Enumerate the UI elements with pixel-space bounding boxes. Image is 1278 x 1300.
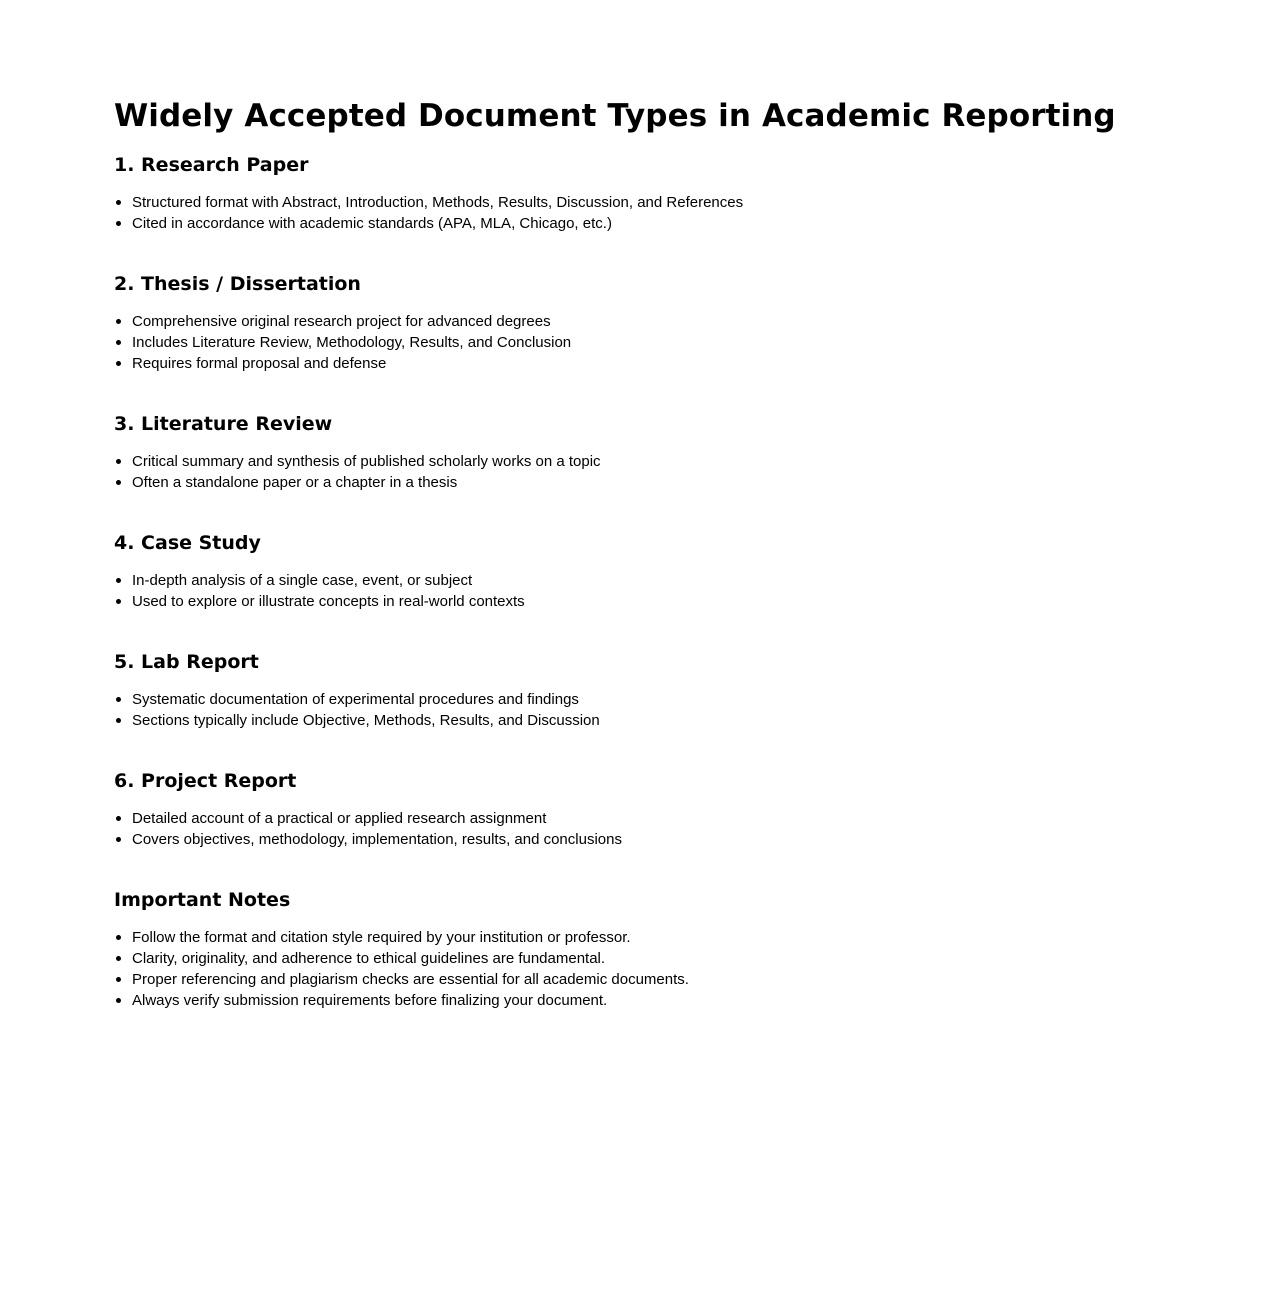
list-item: Structured format with Abstract, Introduction, Methods, Results, Discussion, and References bbox=[132, 192, 1214, 213]
list-item: Requires formal proposal and defense bbox=[132, 353, 1214, 374]
section-heading: 4. Case Study bbox=[114, 532, 261, 554]
list-item: Clarity, originality, and adherence to ethical guidelines are fundamental. bbox=[132, 948, 1214, 969]
section-heading: 5. Lab Report bbox=[114, 651, 259, 673]
section-heading: 6. Project Report bbox=[114, 770, 297, 792]
section-heading: Important Notes bbox=[114, 889, 291, 911]
list-item: Covers objectives, methodology, implementation, results, and conclusions bbox=[132, 829, 1214, 850]
section-research-paper bbox=[114, 152, 1214, 234]
section-thesis-dissertation bbox=[114, 271, 1214, 374]
list-item: Used to explore or illustrate concepts in real-world contexts bbox=[132, 591, 1214, 612]
list-item: Comprehensive original research project for advanced degrees bbox=[132, 311, 1214, 332]
list-item: Follow the format and citation style required by your institution or professor. bbox=[132, 927, 1214, 948]
section-heading: 2. Thesis / Dissertation bbox=[114, 273, 361, 295]
list-item: Includes Literature Review, Methodology, Results, and Conclusion bbox=[132, 332, 1214, 353]
bullet-list bbox=[114, 570, 1214, 612]
bullet-list bbox=[114, 927, 1214, 1011]
list-item: Proper referencing and plagiarism checks are essential for all academic documents. bbox=[132, 969, 1214, 990]
list-item: Cited in accordance with academic standards (APA, MLA, Chicago, etc.) bbox=[132, 213, 1214, 234]
section-case-study bbox=[114, 530, 1214, 612]
bullet-list bbox=[114, 192, 1214, 234]
bullet-list bbox=[114, 808, 1214, 850]
section-heading: 1. Research Paper bbox=[114, 154, 309, 176]
section-heading: 3. Literature Review bbox=[114, 413, 333, 435]
list-item: Sections typically include Objective, Methods, Results, and Discussion bbox=[132, 710, 1214, 731]
section-important-notes bbox=[114, 887, 1214, 1011]
page-title: Widely Accepted Document Types in Academic Reporting bbox=[114, 98, 1116, 134]
bullet-list bbox=[114, 451, 1214, 493]
section-literature-review bbox=[114, 411, 1214, 493]
list-item: Detailed account of a practical or applied research assignment bbox=[132, 808, 1214, 829]
document-page bbox=[114, 96, 1214, 1048]
list-item: Often a standalone paper or a chapter in a thesis bbox=[132, 472, 1214, 493]
list-item: Critical summary and synthesis of published scholarly works on a topic bbox=[132, 451, 1214, 472]
list-item: Always verify submission requirements before finalizing your document. bbox=[132, 990, 1214, 1011]
list-item: Systematic documentation of experimental procedures and findings bbox=[132, 689, 1214, 710]
section-lab-report bbox=[114, 649, 1214, 731]
bullet-list bbox=[114, 689, 1214, 731]
section-project-report bbox=[114, 768, 1214, 850]
bullet-list bbox=[114, 311, 1214, 374]
list-item: In-depth analysis of a single case, event, or subject bbox=[132, 570, 1214, 591]
